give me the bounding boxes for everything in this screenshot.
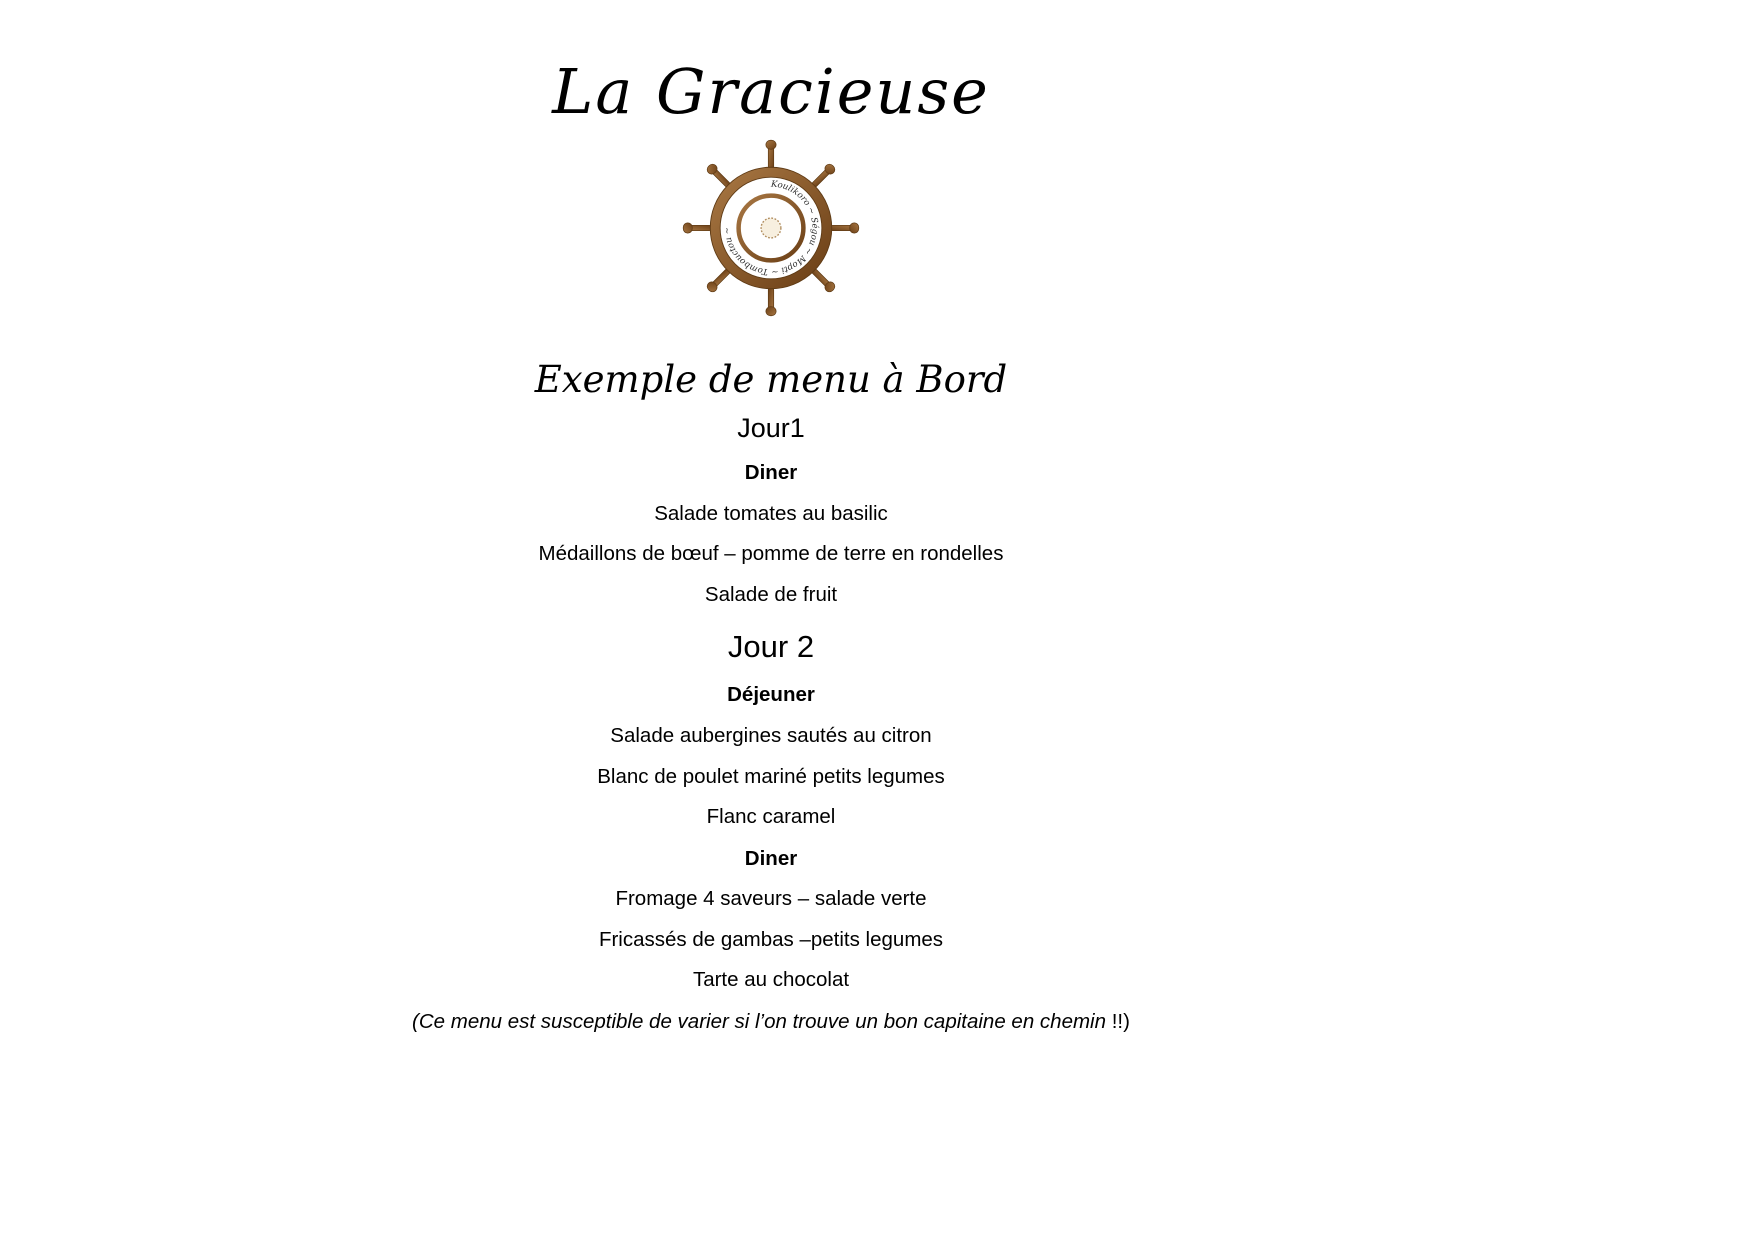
day-1-heading: Jour1 (737, 412, 805, 443)
ships-wheel-logo (0, 138, 1542, 318)
menu-item: Médaillons de bœuf – pomme de terre en rondelles (538, 542, 1004, 566)
ships-wheel-icon (681, 138, 861, 318)
menu-item: Fricassés de gambas –petits legumes (598, 927, 944, 951)
footer-note-italic: (Ce menu est susceptible de varier si l’on trouve un bon capitaine en chemin (412, 1009, 1107, 1033)
menu-item: Tarte au chocolat (692, 968, 850, 992)
meal-label-day1-diner: Diner (744, 460, 798, 484)
menu-item: Fromage 4 saveurs – salade verte (615, 887, 927, 911)
menu-item: Blanc de poulet mariné petits legumes (597, 764, 945, 788)
menu-item: Salade aubergines sautés au citron (610, 723, 932, 747)
menu-item: Salade tomates au basilic (654, 501, 888, 525)
footer-note-plain: !!) (1106, 1009, 1130, 1033)
page-title: La Gracieuse (552, 55, 990, 128)
meal-label-day2-dejeuner: Déjeuner (727, 683, 815, 707)
menu-footer-note (0, 1001, 1542, 1043)
wheel-rim-text: Koulikoro ~ Ségou ~ Mopti ~ Tombouctou ~ (722, 179, 820, 277)
menu-item: Flanc caramel (706, 805, 836, 829)
meal-label-day2-diner: Diner (744, 846, 798, 870)
day-2-heading: Jour 2 (727, 629, 815, 665)
menu-item: Salade de fruit (704, 582, 838, 606)
menu-subtitle: Exemple de menu à Bord (534, 358, 1008, 402)
